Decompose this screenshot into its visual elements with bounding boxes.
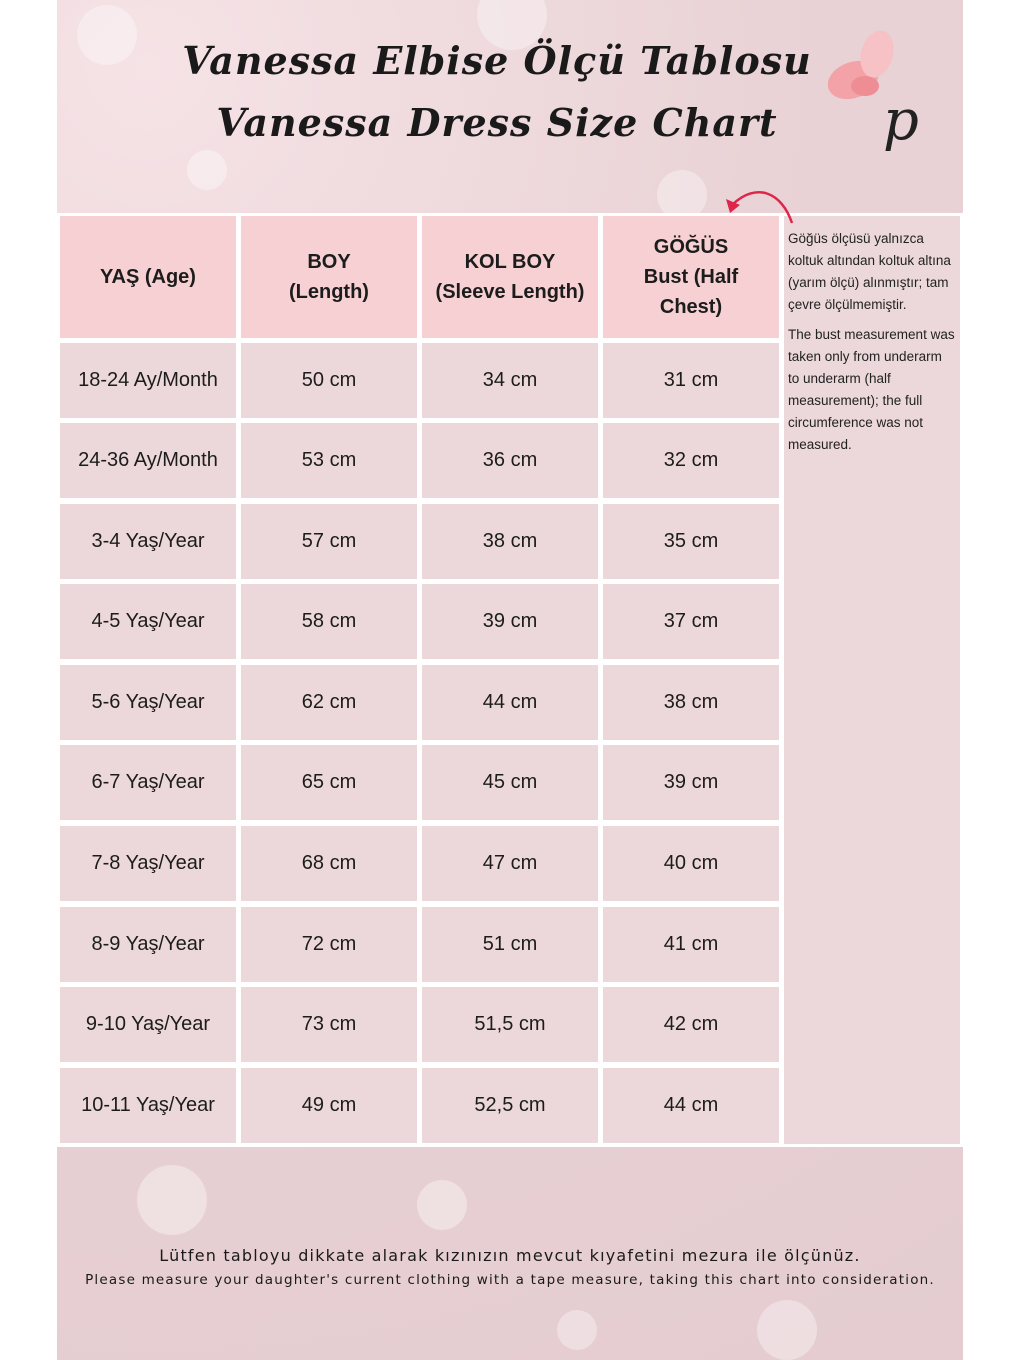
cell-bust: 39 cm <box>603 745 779 820</box>
cell-length: 68 cm <box>241 826 417 901</box>
header-sleeve-line: KOL BOY <box>464 251 556 273</box>
cell-length: 65 cm <box>241 745 417 820</box>
title-turkish: Vanessa Elbise Ölçü Tablosu <box>182 38 812 83</box>
header-age-line: YAŞ (Age) <box>100 266 196 288</box>
cell-age: 7-8 Yaş/Year <box>60 826 236 901</box>
cell-length: 53 cm <box>241 423 417 498</box>
cell-age: 9-10 Yaş/Year <box>60 987 236 1062</box>
bust-note-english: The bust measurement was taken only from underarm to underarm (half measurement); the full circumference was not measured. <box>788 327 955 452</box>
cell-sleeve: 45 cm <box>422 745 598 820</box>
cell-age: 24-36 Ay/Month <box>60 423 236 498</box>
header-length <box>241 216 417 338</box>
size-chart-sheet <box>57 0 963 1360</box>
header-sleeve-line: (Sleeve Length) <box>435 281 585 303</box>
header-age <box>60 216 236 338</box>
size-table <box>57 213 963 1147</box>
cell-length: 72 cm <box>241 907 417 982</box>
cell-bust: 38 cm <box>603 665 779 740</box>
cell-bust: 41 cm <box>603 907 779 982</box>
curved-arrow-icon <box>702 183 802 228</box>
cell-length: 62 cm <box>241 665 417 740</box>
bust-note-turkish: Göğüs ölçüsü yalnızca koltuk altından koltuk altına (yarım ölçü) alınmıştır; tam çevre ölçülmemiştir. <box>788 231 951 312</box>
footer-turkish: Lütfen tabloyu dikkate alarak kızınızın mevcut kıyafetini mezura ile ölçünüz. <box>159 1246 861 1265</box>
header-length-line: (Length) <box>289 281 369 303</box>
cell-age: 6-7 Yaş/Year <box>60 745 236 820</box>
cell-sleeve: 36 cm <box>422 423 598 498</box>
header-sleeve <box>422 216 598 338</box>
cell-bust: 40 cm <box>603 826 779 901</box>
header-length-line: BOY <box>307 251 351 273</box>
cell-age: 5-6 Yaş/Year <box>60 665 236 740</box>
cell-bust: 42 cm <box>603 987 779 1062</box>
cell-sleeve: 47 cm <box>422 826 598 901</box>
cell-age: 4-5 Yaş/Year <box>60 584 236 659</box>
cell-age: 3-4 Yaş/Year <box>60 504 236 579</box>
bust-note <box>784 216 960 1144</box>
header-bust-line: Bust (Half <box>643 266 739 288</box>
cell-sleeve: 39 cm <box>422 584 598 659</box>
cell-sleeve: 34 cm <box>422 343 598 418</box>
cell-age: 10-11 Yaş/Year <box>60 1068 236 1143</box>
cell-sleeve: 51,5 cm <box>422 987 598 1062</box>
cell-length: 49 cm <box>241 1068 417 1143</box>
footer-english: Please measure your daughter's current clothing with a tape measure, taking this chart into consideration. <box>85 1272 935 1288</box>
cell-age: 8-9 Yaş/Year <box>60 907 236 982</box>
cell-length: 50 cm <box>241 343 417 418</box>
header-bust-line: Chest) <box>659 296 723 318</box>
cell-age: 18-24 Ay/Month <box>60 343 236 418</box>
cell-bust: 37 cm <box>603 584 779 659</box>
brand-logo <box>825 28 935 153</box>
cell-length: 73 cm <box>241 987 417 1062</box>
cell-bust: 32 cm <box>603 423 779 498</box>
cell-sleeve: 38 cm <box>422 504 598 579</box>
logo-letter: p <box>883 88 919 153</box>
header-bust <box>603 216 779 338</box>
cell-bust: 35 cm <box>603 504 779 579</box>
cell-length: 58 cm <box>241 584 417 659</box>
cell-sleeve: 44 cm <box>422 665 598 740</box>
header-bust-line: GÖĞÜS <box>653 236 729 258</box>
cell-bust: 31 cm <box>603 343 779 418</box>
cell-bust: 44 cm <box>603 1068 779 1143</box>
title-english: Vanessa Dress Size Chart <box>216 100 778 145</box>
cell-length: 57 cm <box>241 504 417 579</box>
cell-sleeve: 52,5 cm <box>422 1068 598 1143</box>
cell-sleeve: 51 cm <box>422 907 598 982</box>
